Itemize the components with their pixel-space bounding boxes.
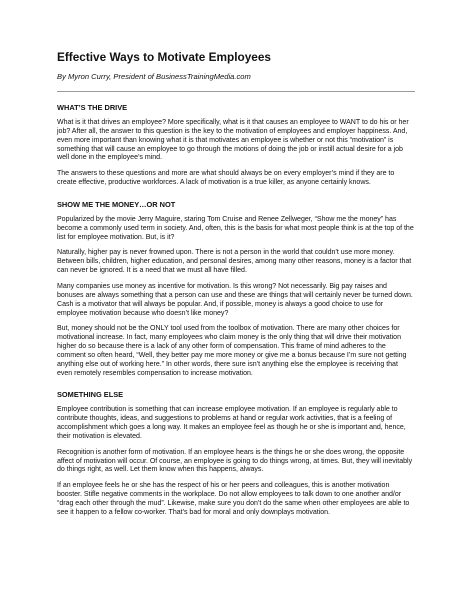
document-title: Effective Ways to Motivate Employees [57, 50, 271, 64]
header-divider [57, 91, 415, 92]
paragraph: Employee contribution is something that can increase employee motivation. If an employee is regularly able to contribute thoughts, ideas, and suggestions to problems at hand or regular work activities, that is a feeling of accomplishment which goes a long way. It makes an employee feel as though he or she is important and, hence, their motivation is elevated. [57, 406, 406, 440]
author-byline: By Myron Curry, President of BusinessTrainingMedia.com [57, 72, 251, 81]
section-heading: SHOW ME THE MONEY…OR NOT [57, 199, 176, 209]
paragraph: The answers to these questions and more are what should always be on every employer’s mind if they are to create effective, productive workforces. A lack of motivation is a true killer, as anyone certainly knows. [57, 170, 395, 187]
paragraph: Many companies use money as incentive for motivation. Is this wrong? Not necessarily. Big pay raises and bonuses are always something that a person can use and these are things that will certainly never be turned down. Cash is a motivator that will always be popular. And, if possible, money is always a good choice to use for employee motivation because who doesn’t like money? [57, 282, 413, 317]
paragraph: If an employee feels he or she has the respect of his or her peers and colleagues, this is another motivation booster. Stifle negative comments in the workplace. Do not allow employees to talk down to one another and/or “drag each other through the mud”. Likewise, make sure you don’t do the same when other employees are able to see it happen to a fellow co-worker. That’s bad for moral and only downplays motivation. [57, 482, 410, 516]
paragraph: Naturally, higher pay is never frowned upon. There is not a person in the world that couldn’t use more money. Between bills, children, higher education, and personal desires, among many other reasons, money is a factor that can never be ignored. It is a need that we must all have filled. [57, 249, 412, 275]
section-something-else [57, 390, 415, 517]
paragraph: But, money should not be the ONLY tool used from the toolbox of motivation. There are many other choices for motivational increase. In fact, many employees who claim money is the only thing that will drive their motivation higher do so because there is a lack of any other form of compensation. This frame of mind adheres to the comment so often heard, “Well, they better pay me more money or give me a bonus because I’m sure not getting anything else out of working here.” In other words, there sure isn’t anything else the employee is receiving that even remotely resembles compensation to increase motivation. [57, 325, 407, 377]
paragraph: What is it that drives an employee? More specifically, what is it that causes an employee to WANT to do his or her job? After all, the answer to this question is the key to the motivation of employees and employer happiness. And, even more important than knowing what it is that motivates an employee is whether or not this “motivation” is something that will cause an employee to go through the motions of doing the job or instill actual desire for a job well done in the employee’s mind. [57, 119, 409, 162]
paragraph: Popularized by the movie Jerry Maguire, staring Tom Cruise and Renee Zellweger, “Show me the money” has become a commonly used term in society. And, often, this is the basis for what most people think is at the top of the list for employee motivation. But, is it? [57, 215, 414, 241]
section-heading: SOMETHING ELSE [57, 390, 124, 400]
paragraph: Recognition is another form of motivation. If an employee hears is the things he or she does wrong, the opposite affect of motivation will occur. Of course, an employee is going to do things wrong, at times. But, they will inevitably do things right, as well. Let them know when this happens, always. [57, 448, 413, 474]
section-whats-the-drive [57, 103, 415, 188]
section-show-me-the-money [57, 200, 415, 379]
section-heading: WHAT’S THE DRIVE [57, 103, 128, 112]
document-page [57, 50, 415, 518]
